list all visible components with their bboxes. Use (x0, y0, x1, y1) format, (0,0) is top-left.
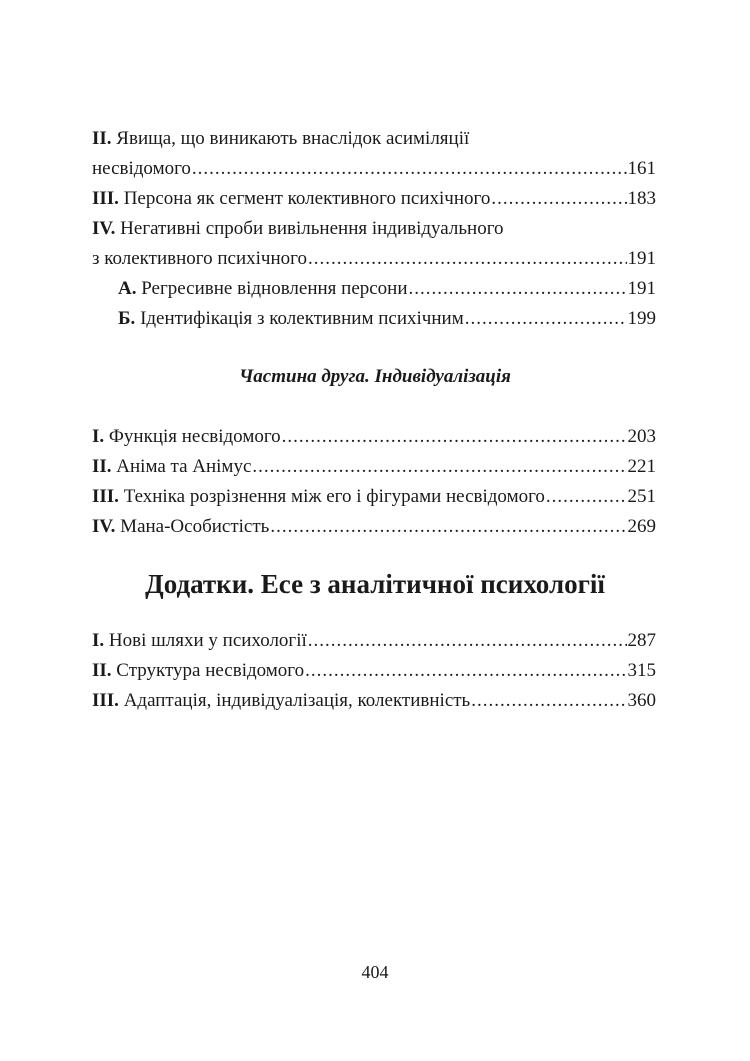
toc-entry-negative-attempts (92, 214, 656, 274)
toc-subentry-regressive (118, 274, 656, 304)
toc-entry-structure (92, 656, 656, 686)
entry-number: I. (92, 426, 105, 447)
entry-page: 221 (627, 456, 656, 477)
entry-title: Ідентифікація з колективним психічним (140, 308, 464, 329)
entry-number: II. (92, 660, 112, 681)
entry-page: 199 (627, 308, 656, 329)
entry-page: 161 (627, 158, 656, 179)
leader-dots (282, 422, 627, 452)
part-two-heading: Частина друга. Індивідуалізація (239, 366, 511, 387)
toc-entry-adaptation (92, 686, 656, 716)
leader-dots (252, 452, 626, 482)
leader-dots (308, 244, 627, 274)
leader-dots (546, 482, 627, 512)
entry-title: Нові шляхи у психології (108, 630, 307, 651)
leader-dots (409, 274, 627, 304)
toc-entry-phenomena (92, 124, 656, 184)
leader-dots (192, 154, 627, 184)
entry-page: 251 (627, 486, 656, 507)
toc-entry-mana (92, 512, 656, 542)
entry-number: III. (92, 486, 119, 507)
entry-number: III. (92, 690, 119, 711)
entry-page: 315 (627, 660, 656, 681)
entry-title: Негативні спроби вивільнення індивідуального (120, 218, 504, 239)
entry-page: 191 (627, 278, 656, 299)
entry-title: Регресивне відновлення персони (141, 278, 408, 299)
leader-dots (465, 304, 627, 334)
entry-page: 203 (627, 426, 656, 447)
entry-title-continued: з колективного психічного (92, 248, 307, 269)
entry-number: II. (92, 456, 112, 477)
toc-entry-function (92, 422, 656, 452)
entry-title: Функція несвідомого (108, 426, 281, 447)
appendix-heading: Додатки. Есе з аналітичної психології (145, 569, 605, 599)
entry-page: 287 (627, 630, 656, 651)
entry-title: Персона як сегмент колективного психічного (123, 188, 491, 209)
entry-page: 191 (627, 248, 656, 269)
entry-title: Аніма та Анімус (116, 456, 252, 477)
leader-dots (491, 184, 626, 214)
entry-title: Техніка розрізнення між его і фігурами несвідомого (123, 486, 545, 507)
toc-entry-technique (92, 482, 656, 512)
leader-dots (305, 656, 626, 686)
toc-subentry-identification (118, 304, 656, 334)
leader-dots (308, 626, 627, 656)
entry-number: Б. (118, 308, 136, 329)
entry-number: III. (92, 188, 119, 209)
entry-number: IV. (92, 516, 116, 537)
entry-number: IV. (92, 218, 116, 239)
entry-title-continued: несвідомого (92, 158, 191, 179)
entry-number: I. (92, 630, 105, 651)
entry-number: II. (92, 128, 112, 149)
entry-title: Структура несвідомого (116, 660, 305, 681)
entry-title: Адаптація, індивідуалізація, колективність (118, 690, 471, 711)
toc-entry-new-paths (92, 626, 656, 656)
entry-page: 269 (627, 516, 656, 537)
leader-dots (471, 686, 626, 716)
leader-dots (270, 512, 626, 542)
entry-title: Явища, що виникають внаслідок асиміляції (116, 128, 470, 149)
entry-page: 360 (627, 690, 656, 711)
entry-page: 183 (627, 188, 656, 209)
toc-entry-persona (92, 184, 656, 214)
entry-number: А. (118, 278, 137, 299)
page-number: 404 (361, 962, 389, 982)
toc-entry-anima (92, 452, 656, 482)
entry-title: Мана-Особистість (115, 516, 270, 537)
